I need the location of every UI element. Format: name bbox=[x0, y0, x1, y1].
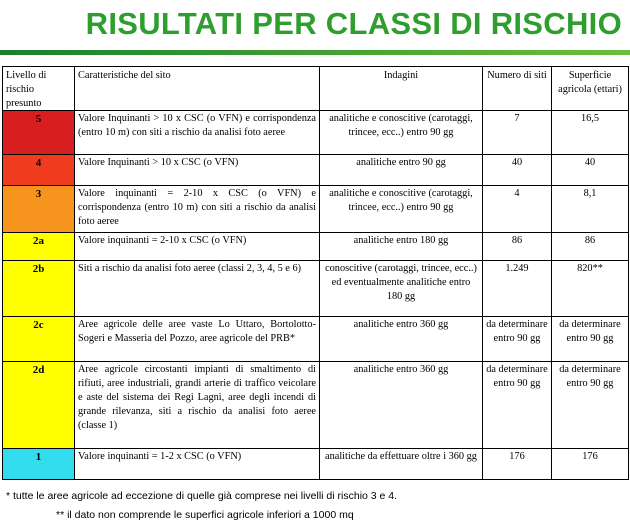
area-cell: 8,1 bbox=[552, 186, 629, 233]
table-row bbox=[3, 233, 629, 261]
area-cell: 86 bbox=[552, 233, 629, 261]
footnote-2: ** il dato non comprende le superfici agricole inferiori a 1000 mq bbox=[56, 509, 354, 521]
table-row bbox=[3, 362, 629, 449]
header-area: Superficie agricola (ettari) bbox=[552, 67, 629, 111]
num-sites-cell: 4 bbox=[483, 186, 552, 233]
table-row bbox=[3, 317, 629, 362]
area-cell: 16,5 bbox=[552, 111, 629, 155]
characteristics-cell: Valore inquinanti = 1-2 x CSC (o VFN) bbox=[75, 449, 320, 480]
investigations-cell: analitiche e conoscitive (carotaggi, trincee, ecc..) entro 90 gg bbox=[320, 186, 483, 233]
investigations-cell: analitiche da effettuare oltre i 360 gg bbox=[320, 449, 483, 480]
risk-level-cell: 3 bbox=[3, 186, 75, 233]
num-sites-cell: 86 bbox=[483, 233, 552, 261]
risk-class-table bbox=[2, 66, 629, 480]
num-sites-cell: 40 bbox=[483, 155, 552, 186]
investigations-cell: conoscitive (carotaggi, trincee, ecc..) ed eventualmente analitiche entro 180 gg bbox=[320, 261, 483, 317]
risk-level-cell: 2a bbox=[3, 233, 75, 261]
investigations-cell: analitiche e conoscitive (carotaggi, trincee, ecc..) entro 90 gg bbox=[320, 111, 483, 155]
table-row bbox=[3, 155, 629, 186]
characteristics-cell: Aree agricole delle aree vaste Lo Uttaro, Bortolotto-Sogeri e Masseria del Pozzo, aree agricole del PRB* bbox=[75, 317, 320, 362]
header-level: Livello di rischio presunto bbox=[3, 67, 75, 111]
num-sites-cell: 1.249 bbox=[483, 261, 552, 317]
header-investigations: Indagini bbox=[320, 67, 483, 111]
risk-level-cell: 2c bbox=[3, 317, 75, 362]
footnote-1: * tutte le aree agricole ad eccezione di quelle già comprese nei livelli di rischio 3 e 4. bbox=[6, 490, 398, 502]
characteristics-cell: Valore inquinanti = 2-10 x CSC (o VFN) e corrispondenza (entro 10 m) con siti a rischio da analisi foto aeree bbox=[75, 186, 320, 233]
table-row bbox=[3, 449, 629, 480]
header-num-sites: Numero di siti bbox=[483, 67, 552, 111]
characteristics-cell: Siti a rischio da analisi foto aeree (classi 2, 3, 4, 5 e 6) bbox=[75, 261, 320, 317]
area-cell: da determinare entro 90 gg bbox=[552, 317, 629, 362]
title-underline bbox=[0, 50, 630, 55]
num-sites-cell: da determinare entro 90 gg bbox=[483, 362, 552, 449]
num-sites-cell: 7 bbox=[483, 111, 552, 155]
table-row bbox=[3, 261, 629, 317]
table-header-row bbox=[3, 67, 629, 111]
table-row bbox=[3, 111, 629, 155]
area-cell: 40 bbox=[552, 155, 629, 186]
investigations-cell: analitiche entro 360 gg bbox=[320, 317, 483, 362]
num-sites-cell: da determinare entro 90 gg bbox=[483, 317, 552, 362]
risk-level-cell: 5 bbox=[3, 111, 75, 155]
investigations-cell: analitiche entro 90 gg bbox=[320, 155, 483, 186]
risk-level-cell: 1 bbox=[3, 449, 75, 480]
characteristics-cell: Valore Inquinanti > 10 x CSC (o VFN) bbox=[75, 155, 320, 186]
characteristics-cell: Valore inquinanti = 2-10 x CSC (o VFN) bbox=[75, 233, 320, 261]
characteristics-cell: Aree agricole circostanti impianti di smaltimento di rifiuti, aree industriali, grandi arterie di traffico veicolare e aste del sistema dei Regi Lagni, aree degli incendi di grande rilevanza, siti a rischio da analisi foto aeree (classe 1) bbox=[75, 362, 320, 449]
characteristics-cell: Valore Inquinanti > 10 x CSC (o VFN) e corrispondenza (entro 10 m) con siti a rischio da analisi foto aeree bbox=[75, 111, 320, 155]
risk-level-cell: 2d bbox=[3, 362, 75, 449]
num-sites-cell: 176 bbox=[483, 449, 552, 480]
area-cell: 176 bbox=[552, 449, 629, 480]
investigations-cell: analitiche entro 360 gg bbox=[320, 362, 483, 449]
risk-level-cell: 4 bbox=[3, 155, 75, 186]
page-title: RISULTATI PER CLASSI DI RISCHIO bbox=[85, 6, 622, 41]
table-row bbox=[3, 186, 629, 233]
risk-level-cell: 2b bbox=[3, 261, 75, 317]
investigations-cell: analitiche entro 180 gg bbox=[320, 233, 483, 261]
header-characteristics: Caratteristiche del sito bbox=[75, 67, 320, 111]
area-cell: da determinare entro 90 gg bbox=[552, 362, 629, 449]
area-cell: 820** bbox=[552, 261, 629, 317]
